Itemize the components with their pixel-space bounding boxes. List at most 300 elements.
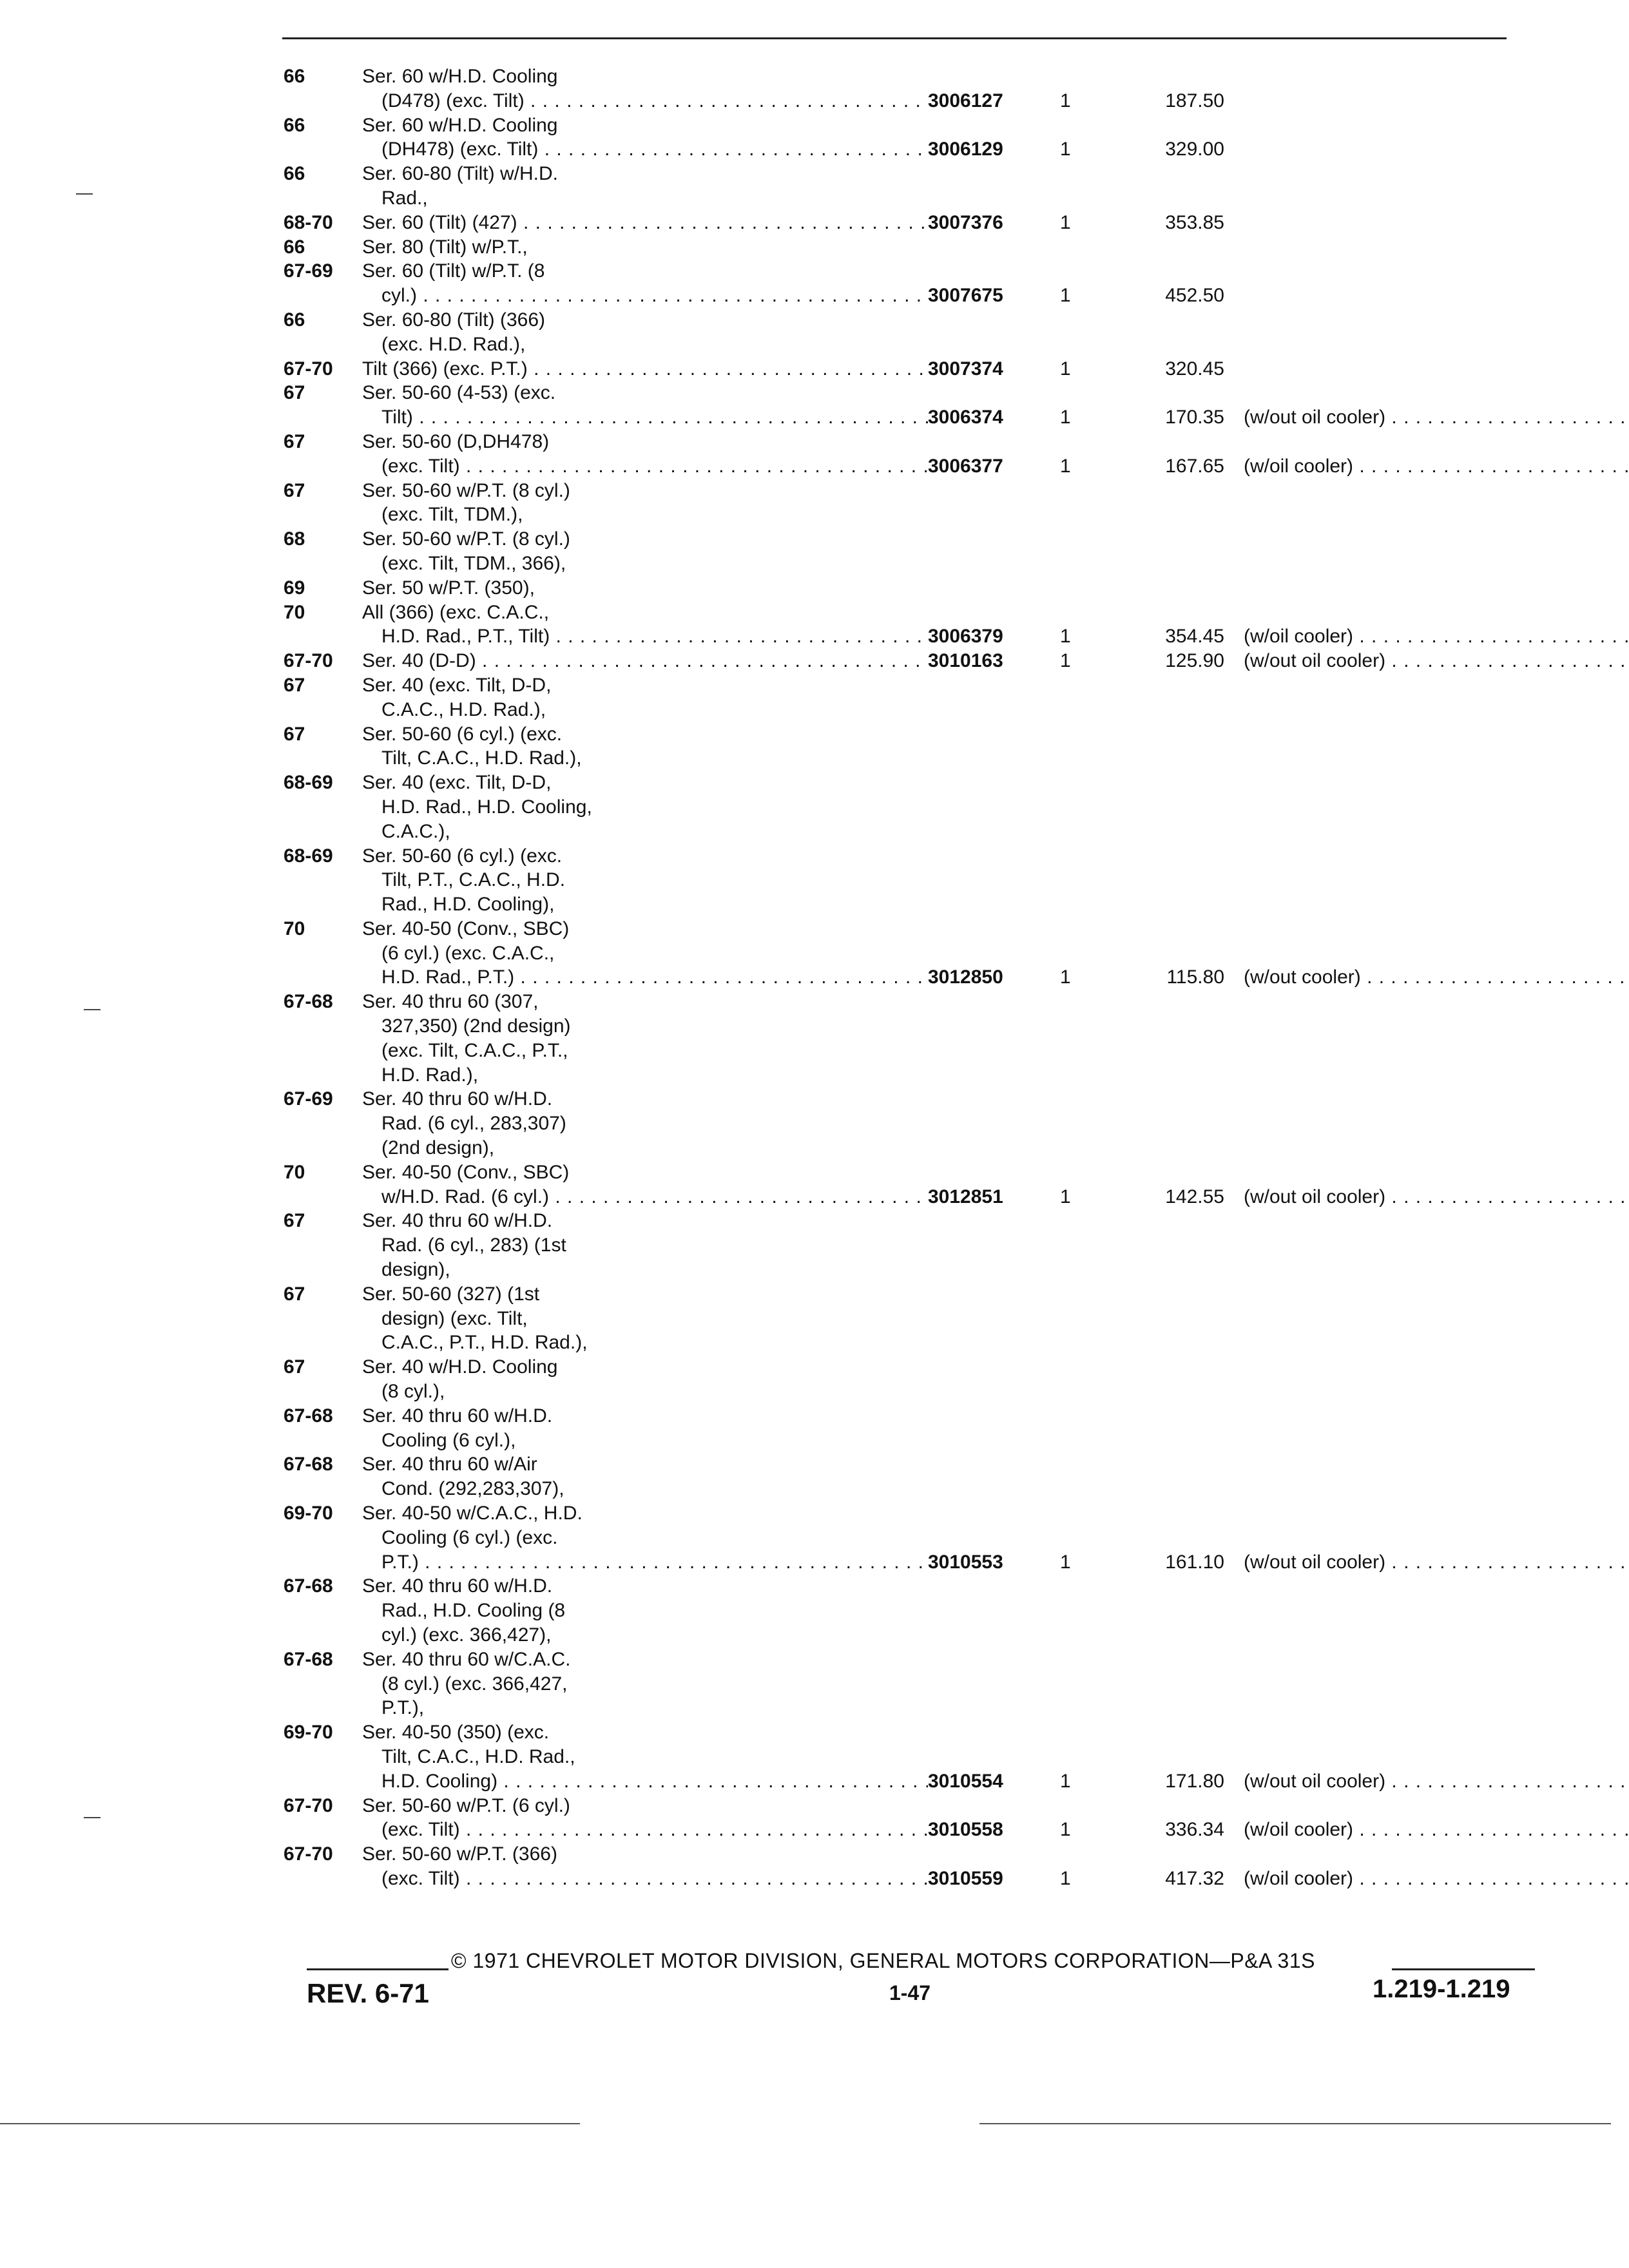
application-description [381, 1672, 943, 1696]
model-year: 67 [284, 1210, 305, 1232]
table-row [284, 1063, 1527, 1088]
model-year: 67-68 [284, 1575, 333, 1597]
table-row [284, 844, 1527, 869]
application-description [362, 649, 924, 673]
description-text: Ser. 50-60 w/P.T. (8 cyl.) [362, 479, 570, 501]
model-year: 68-69 [284, 772, 333, 794]
table-row [284, 1672, 1527, 1696]
model-year: 67 [284, 382, 305, 404]
description-text: cyl.) [381, 285, 417, 307]
application-description [381, 1039, 943, 1063]
application-description [381, 1477, 943, 1501]
description-text: Ser. 60 (Tilt) (427) [362, 211, 517, 233]
application-description [381, 624, 943, 649]
application-description [381, 503, 943, 527]
description-text: C.A.C.), [381, 820, 450, 842]
part-number: 3012851 [928, 1185, 1037, 1209]
application-description [362, 1355, 924, 1379]
table-row [284, 381, 1527, 405]
model-year: 67 [284, 1283, 305, 1305]
table-row [284, 1550, 1527, 1575]
table-row [284, 1574, 1527, 1599]
model-year: 69-70 [284, 1503, 333, 1524]
description-text: design), [381, 1259, 450, 1281]
description-text: C.A.C., H.D. Rad.), [381, 698, 546, 720]
description-text: Ser. 40 (exc. Tilt, D-D, [362, 674, 552, 696]
price: 167.65 [1165, 455, 1224, 477]
table-row [284, 820, 1527, 844]
description-text: (2nd design), [381, 1137, 495, 1159]
table-row [284, 990, 1527, 1014]
description-text: Ser. 40 (D-D) [362, 650, 476, 672]
section-number: 1.219-1.219 [1373, 1975, 1510, 2003]
description-text: (exc. Tilt, TDM.), [381, 504, 523, 526]
application-description [362, 357, 924, 381]
table-row [284, 454, 1527, 479]
description-text: Ser. 40 thru 60 w/H.D. [362, 1088, 553, 1110]
model-year: 66 [284, 114, 305, 136]
application-description [362, 1842, 924, 1867]
application-description [381, 1014, 943, 1039]
part-number: 3010553 [928, 1550, 1037, 1575]
application-description [381, 1331, 943, 1355]
description-text: Ser. 40 (exc. Tilt, D-D, [362, 772, 552, 794]
description-text: H.D. Rad.), [381, 1064, 479, 1086]
page-number: 1-47 [889, 1981, 931, 2004]
description-text: Ser. 60 w/H.D. Cooling [362, 66, 558, 87]
application-description [362, 430, 924, 454]
quantity: 1 [1060, 626, 1071, 648]
price: 329.00 [1165, 139, 1224, 160]
description-text: (8 cyl.) (exc. 366,427, [381, 1673, 568, 1695]
table-row [284, 64, 1527, 89]
price: 417.32 [1165, 1867, 1224, 1889]
table-row [284, 1136, 1527, 1160]
description-text: (exc. H.D. Rad.), [381, 333, 526, 355]
table-row [284, 965, 1527, 990]
part-number: 3010163 [928, 649, 1037, 673]
part-number: 3006129 [928, 137, 1037, 162]
application-description [381, 186, 943, 211]
table-row [284, 235, 1527, 260]
table-row [284, 527, 1527, 552]
table-row [284, 137, 1527, 162]
table-row [284, 1720, 1527, 1745]
table-row [284, 795, 1527, 820]
application-description [362, 64, 924, 89]
quantity: 1 [1060, 139, 1071, 160]
description-text: Ser. 50-60 (327) (1st [362, 1283, 540, 1305]
table-row [284, 1599, 1527, 1623]
model-year: 67-68 [284, 1454, 333, 1475]
price: 171.80 [1165, 1770, 1224, 1792]
table-row [284, 284, 1527, 308]
application-description [362, 771, 924, 795]
description-text: (8 cyl.), [381, 1381, 445, 1403]
description-text: P.T.), [381, 1697, 425, 1719]
application-description [381, 1623, 943, 1648]
application-description [362, 722, 924, 747]
application-description [362, 917, 924, 941]
table-row [284, 649, 1527, 673]
description-text: Rad., H.D. Cooling), [381, 894, 555, 916]
remarks-note: (w/out oil cooler) . . . [1244, 649, 1629, 673]
description-text: Ser. 50-60 w/P.T. (8 cyl.) [362, 528, 570, 550]
application-description [381, 1769, 943, 1794]
application-description [362, 601, 924, 625]
price: 125.90 [1165, 650, 1224, 672]
description-text: Tilt) [381, 407, 413, 428]
application-description [381, 1307, 943, 1331]
part-number: 3006377 [928, 454, 1037, 479]
description-text: Rad. (6 cyl., 283,307) [381, 1113, 566, 1135]
description-text: Ser. 60-80 (Tilt) (366) [362, 309, 545, 331]
application-description [381, 1745, 943, 1769]
description-text: Ser. 60-80 (Tilt) w/H.D. [362, 163, 558, 185]
description-text: Ser. 40-50 (Conv., SBC) [362, 918, 570, 939]
description-text: Cooling (6 cyl.) (exc. [381, 1526, 558, 1548]
application-description [381, 1258, 943, 1282]
top-rule [282, 37, 1507, 39]
application-description [362, 308, 924, 332]
table-row [284, 552, 1527, 576]
bottom-rule [979, 2123, 1611, 2124]
description-text: w/H.D. Rad. (6 cyl.) [381, 1186, 550, 1207]
model-year: 70 [284, 1161, 305, 1183]
model-year: 67 [284, 1356, 305, 1378]
copyright-notice: © 1971 CHEVROLET MOTOR DIVISION, GENERAL MOTORS CORPORATION—P&A 31S [451, 1949, 1315, 1972]
application-description [362, 211, 924, 235]
application-description [381, 1136, 943, 1160]
table-row [284, 113, 1527, 138]
description-text: Ser. 40 thru 60 w/H.D. [362, 1405, 553, 1427]
price: 336.34 [1165, 1819, 1224, 1841]
description-text: P.T.) [381, 1551, 419, 1573]
part-number: 3006379 [928, 624, 1037, 649]
model-year: 67-70 [284, 1794, 333, 1816]
table-row [284, 1014, 1527, 1039]
table-row [284, 868, 1527, 892]
remarks-note: (w/out oil cooler) . . . [1244, 1550, 1629, 1575]
price: 353.85 [1165, 211, 1224, 233]
table-row [284, 1867, 1527, 1891]
quantity: 1 [1060, 1867, 1071, 1889]
application-description [362, 259, 924, 284]
model-year: 70 [284, 601, 305, 623]
application-description [362, 1282, 924, 1307]
description-text: Tilt, P.T., C.A.C., H.D. [381, 869, 566, 891]
table-row [284, 430, 1527, 454]
application-description [381, 965, 943, 990]
application-description [381, 552, 943, 576]
model-year: 68 [284, 528, 305, 550]
model-year: 66 [284, 236, 305, 258]
quantity: 1 [1060, 358, 1071, 380]
price: 320.45 [1165, 358, 1224, 380]
part-number: 3006127 [928, 89, 1037, 113]
model-year: 67 [284, 674, 305, 696]
description-text: Rad., H.D. Cooling (8 [381, 1600, 566, 1622]
description-text: Ser. 40-50 (350) (exc. [362, 1722, 550, 1744]
application-description [381, 332, 943, 357]
application-description [362, 1501, 924, 1526]
description-text: Ser. 50-60 (6 cyl.) (exc. [362, 845, 563, 867]
price: 161.10 [1165, 1551, 1224, 1573]
description-text: Ser. 40 thru 60 w/H.D. [362, 1210, 553, 1232]
description-text: Ser. 60 (Tilt) w/P.T. (8 [362, 260, 545, 282]
table-row [284, 186, 1527, 211]
application-description [362, 1087, 924, 1111]
application-description [381, 1063, 943, 1088]
description-text: Rad., [381, 187, 428, 209]
model-year: 67-68 [284, 1405, 333, 1427]
table-row [284, 1160, 1527, 1185]
table-row [284, 1842, 1527, 1867]
table-row [284, 308, 1527, 332]
application-description [381, 137, 943, 162]
application-description [381, 1233, 943, 1258]
part-number: 3010559 [928, 1867, 1037, 1891]
table-row [284, 405, 1527, 430]
table-row [284, 1818, 1527, 1842]
model-year: 67-69 [284, 1088, 333, 1110]
application-description [381, 1696, 943, 1720]
footer-rule-left [307, 1968, 448, 1970]
table-row [284, 1501, 1527, 1526]
model-year: 70 [284, 918, 305, 939]
table-row [284, 1379, 1527, 1404]
application-description [381, 405, 943, 430]
table-row [284, 1185, 1527, 1209]
table-row [284, 1087, 1527, 1111]
table-row [284, 211, 1527, 235]
application-description [381, 820, 943, 844]
application-description [381, 698, 943, 722]
quantity: 1 [1060, 407, 1071, 428]
remarks-note: (w/out oil cooler) . . . [1244, 405, 1629, 430]
model-year: 67-69 [284, 260, 333, 282]
description-text: 327,350) (2nd design) [381, 1015, 571, 1037]
application-description [362, 113, 924, 138]
description-text: Ser. 40-50 w/C.A.C., H.D. [362, 1503, 583, 1524]
table-row [284, 624, 1527, 649]
description-text: Tilt, C.A.C., H.D. Rad., [381, 1745, 575, 1767]
table-row [284, 259, 1527, 284]
description-text: Ser. 80 (Tilt) w/P.T., [362, 236, 528, 258]
remarks-note: (w/out oil cooler) . . . [1244, 1185, 1629, 1209]
model-year: 68-70 [284, 211, 333, 233]
description-text: Tilt (366) (exc. P.T.) [362, 358, 528, 380]
table-row [284, 162, 1527, 186]
application-description [362, 235, 924, 260]
margin-mark [76, 193, 93, 195]
table-row [284, 1452, 1527, 1477]
remarks-note: (w/oil cooler) . . . [1244, 1867, 1629, 1891]
description-text: Ser. 40 thru 60 w/C.A.C. [362, 1648, 571, 1670]
price: 115.80 [1166, 966, 1224, 988]
description-text: All (366) (exc. C.A.C., [362, 601, 550, 623]
model-year: 67 [284, 479, 305, 501]
model-year: 69 [284, 577, 305, 599]
description-text: Ser. 50-60 (D,DH478) [362, 430, 550, 452]
description-text: H.D. Rad., P.T.) [381, 966, 515, 988]
part-number: 3007374 [928, 357, 1037, 381]
table-row [284, 332, 1527, 357]
application-description [381, 1428, 943, 1453]
application-description [362, 1209, 924, 1233]
table-row [284, 1233, 1527, 1258]
price: 187.50 [1165, 90, 1224, 111]
application-description [362, 381, 924, 405]
model-year: 67-70 [284, 1843, 333, 1865]
application-description [362, 576, 924, 601]
table-row [284, 771, 1527, 795]
description-text: (exc. Tilt) [381, 455, 460, 477]
model-year: 68-69 [284, 845, 333, 867]
part-number: 3010558 [928, 1818, 1037, 1842]
description-text: Ser. 40 thru 60 w/H.D. [362, 1575, 553, 1597]
quantity: 1 [1060, 90, 1071, 111]
application-description [381, 1599, 943, 1623]
price: 452.50 [1165, 285, 1224, 307]
description-text: (exc. Tilt, TDM., 366), [381, 552, 566, 574]
application-description [362, 990, 924, 1014]
table-row [284, 1111, 1527, 1136]
application-description [381, 1818, 943, 1842]
table-row [284, 917, 1527, 941]
application-description [362, 844, 924, 869]
table-row [284, 1282, 1527, 1307]
model-year: 67-70 [284, 358, 333, 380]
description-text: Ser. 40 w/H.D. Cooling [362, 1356, 558, 1378]
application-description [381, 1550, 943, 1575]
table-row [284, 673, 1527, 698]
table-row [284, 698, 1527, 722]
application-description [362, 1452, 924, 1477]
application-description [362, 479, 924, 503]
application-description [381, 892, 943, 917]
description-text: C.A.C., P.T., H.D. Rad.), [381, 1332, 588, 1354]
description-text: (D478) (exc. Tilt) [381, 90, 525, 111]
table-row [284, 1526, 1527, 1550]
table-row [284, 941, 1527, 966]
part-number: 3006374 [928, 405, 1037, 430]
table-row [284, 1307, 1527, 1331]
quantity: 1 [1060, 1551, 1071, 1573]
application-description [362, 1720, 924, 1745]
application-description [362, 1794, 924, 1818]
parts-list [284, 64, 1527, 1891]
application-description [381, 795, 943, 820]
description-text: H.D. Rad., H.D. Cooling, [381, 796, 592, 818]
quantity: 1 [1060, 966, 1071, 988]
description-text: Ser. 50-60 w/P.T. (6 cyl.) [362, 1794, 570, 1816]
model-year: 69-70 [284, 1722, 333, 1744]
description-text: cyl.) (exc. 366,427), [381, 1624, 552, 1646]
part-number: 3007376 [928, 211, 1037, 235]
price: 142.55 [1165, 1186, 1224, 1207]
remarks-note: (w/oil cooler) . . . [1244, 1818, 1629, 1842]
table-row [284, 601, 1527, 625]
description-text: Ser. 50 w/P.T. (350), [362, 577, 535, 599]
table-row [284, 1648, 1527, 1672]
application-description [381, 1379, 943, 1404]
application-description [381, 1867, 943, 1891]
application-description [362, 673, 924, 698]
revision-label: REV. 6-71 [307, 1978, 429, 2008]
remarks-note: (w/oil cooler) . . . [1244, 454, 1629, 479]
description-text: Ser. 50-60 (6 cyl.) (exc. [362, 723, 563, 745]
description-text: Cond. (292,283,307), [381, 1478, 564, 1500]
application-description [362, 527, 924, 552]
application-description [362, 1404, 924, 1428]
table-row [284, 357, 1527, 381]
remarks-note: (w/out oil cooler) . . . [1244, 1769, 1629, 1794]
table-row [284, 1258, 1527, 1282]
model-year: 67 [284, 430, 305, 452]
application-description [381, 1111, 943, 1136]
table-row [284, 1477, 1527, 1501]
part-number: 3007675 [928, 284, 1037, 308]
application-description [381, 941, 943, 966]
quantity: 1 [1060, 1186, 1071, 1207]
table-row [284, 89, 1527, 113]
table-row [284, 576, 1527, 601]
table-row [284, 1039, 1527, 1063]
application-description [362, 1160, 924, 1185]
table-row [284, 479, 1527, 503]
table-row [284, 746, 1527, 771]
table-row [284, 1696, 1527, 1720]
description-text: Ser. 40 thru 60 (307, [362, 991, 539, 1013]
application-description [362, 162, 924, 186]
bottom-rule [0, 2123, 580, 2124]
description-text: (DH478) (exc. Tilt) [381, 139, 539, 160]
table-row [284, 1794, 1527, 1818]
part-number: 3010554 [928, 1769, 1037, 1794]
description-text: Ser. 60 w/H.D. Cooling [362, 114, 558, 136]
description-text: Ser. 40-50 (Conv., SBC) [362, 1161, 570, 1183]
quantity: 1 [1060, 650, 1071, 672]
table-row [284, 1404, 1527, 1428]
model-year: 67-68 [284, 1648, 333, 1670]
quantity: 1 [1060, 1770, 1071, 1792]
quantity: 1 [1060, 285, 1071, 307]
description-text: (exc. Tilt) [381, 1819, 460, 1841]
application-description [362, 1574, 924, 1599]
description-text: Ser. 50-60 (4-53) (exc. [362, 382, 556, 404]
model-year: 67 [284, 723, 305, 745]
footer-rule-right [1392, 1968, 1535, 1970]
application-description [381, 746, 943, 771]
description-text: (6 cyl.) (exc. C.A.C., [381, 942, 555, 964]
application-description [381, 89, 943, 113]
margin-mark [84, 1817, 101, 1818]
table-row [284, 1209, 1527, 1233]
description-text: H.D. Rad., P.T., Tilt) [381, 626, 550, 648]
description-text: Tilt, C.A.C., H.D. Rad.), [381, 747, 582, 769]
description-text: H.D. Cooling) [381, 1770, 498, 1792]
application-description [381, 1526, 943, 1550]
table-row [284, 503, 1527, 527]
quantity: 1 [1060, 211, 1071, 233]
table-row [284, 722, 1527, 747]
description-text: Ser. 50-60 w/P.T. (366) [362, 1843, 557, 1865]
description-text: Ser. 40 thru 60 w/Air [362, 1454, 537, 1475]
quantity: 1 [1060, 455, 1071, 477]
model-year: 66 [284, 163, 305, 185]
table-row [284, 892, 1527, 917]
